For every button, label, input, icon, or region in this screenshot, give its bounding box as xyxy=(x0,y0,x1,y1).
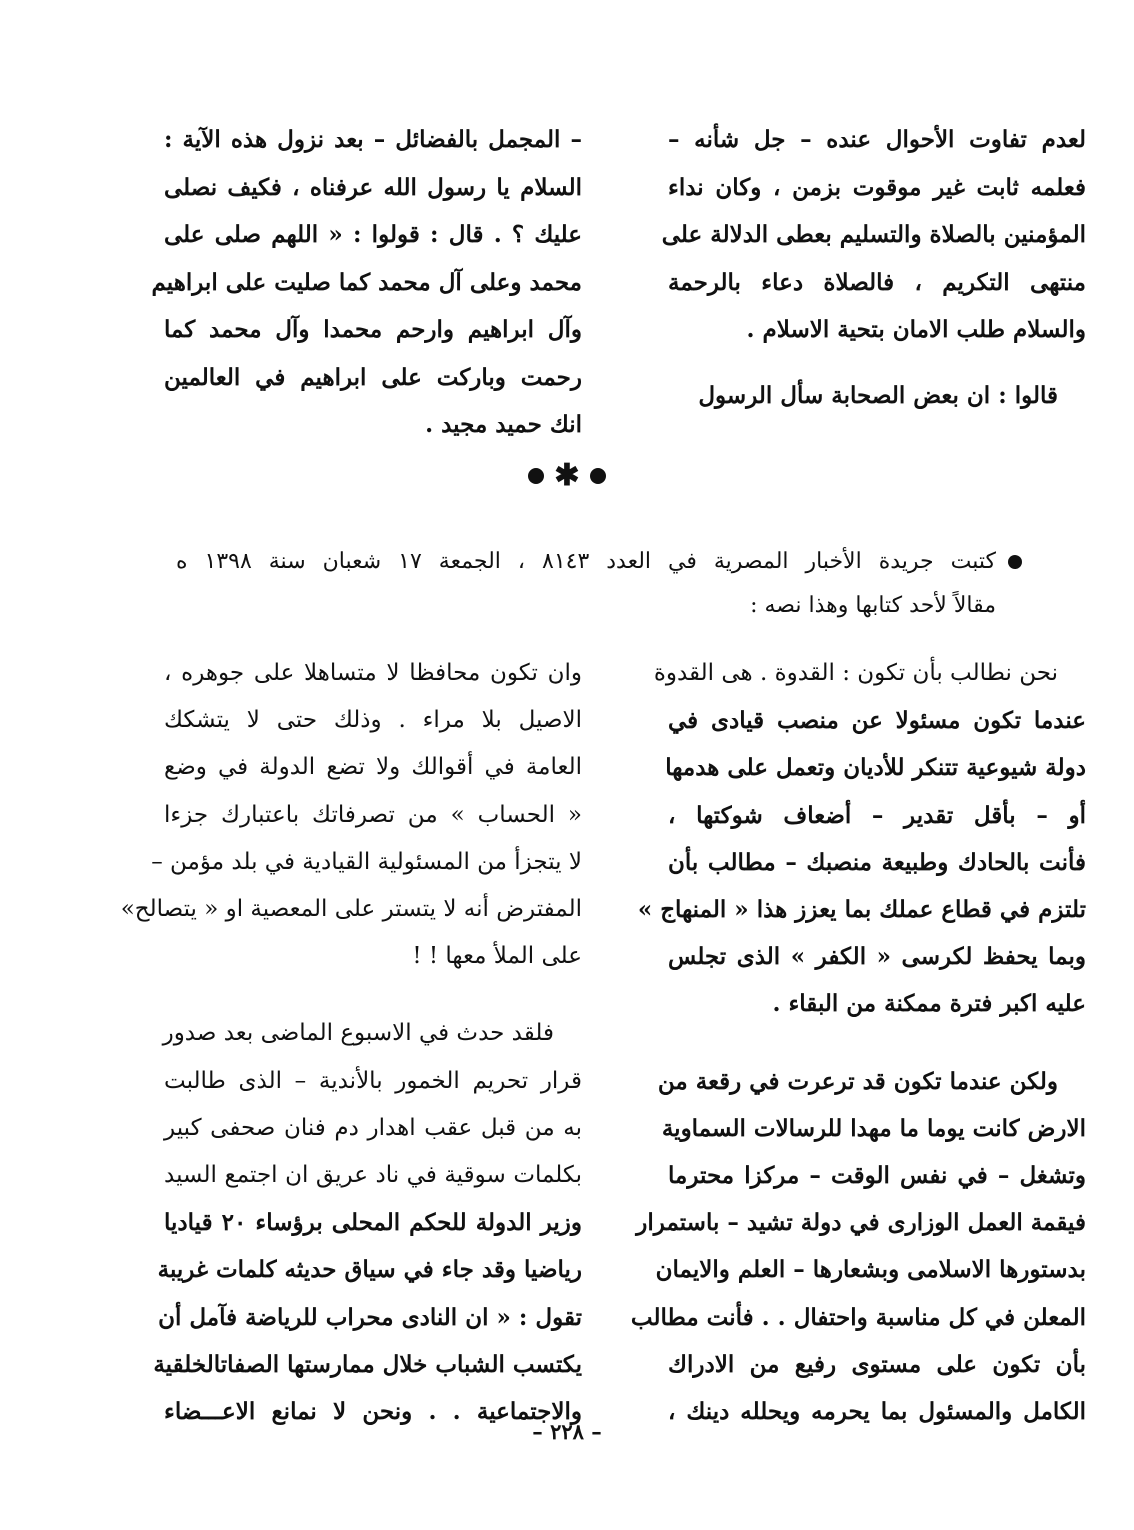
intro-line: مقالاً لأحد كتابها وهذا نصه : xyxy=(750,593,996,618)
text-line: قالوا : ان بعض الصحابة سأل الرسول xyxy=(698,381,1058,409)
text-line: دولة شيوعية تتنكر للأديان وتعمل على هدمها xyxy=(665,754,1086,782)
text-line: قرار تحريم الخمور بالأندية – الذى طالبت xyxy=(164,1067,582,1094)
text-line: به من قبل عقب اهدار دم فنان صحفى كبير xyxy=(164,1114,582,1141)
text-line: فأنت بالحادك وطبيعة منصبك – مطالب بأن xyxy=(668,848,1086,876)
intro-line: كتبت جريدة الأخبار المصرية في العدد ٨١٤٣ ، الجمعة ١٧ شعبان سنة ١٣٩٨ ه xyxy=(176,549,996,574)
text-line: رحمت وباركت على ابراهيم في العالمين xyxy=(164,363,582,391)
text-line: تقول : « ان النادى محراب للرياضة فآمل أن xyxy=(158,1303,582,1331)
text-line: نحن نطالب بأن تكون : القدوة . هى القدوة xyxy=(653,660,1058,686)
text-line: الكامل والمسئول بما يحرمه ويحلله دينك ، xyxy=(668,1398,1086,1426)
text-line: « الحساب » من تصرفاتك باعتبارك جزءا xyxy=(164,801,582,828)
text-line: عندما تكون مسئولا عن منصب قيادى في xyxy=(668,707,1086,735)
top-left-column xyxy=(151,116,582,449)
text-line: انك حميد مجيد . xyxy=(425,411,582,438)
text-line: وزير الدولة للحكم المحلى برؤساء ٢٠ قياديا xyxy=(164,1209,582,1237)
article-intro xyxy=(176,540,996,628)
text-line: فيقمة العمل الوزارى في دولة تشيد – باستمرار xyxy=(636,1209,1086,1237)
text-line: فلقد حدث في الاسبوع الماضى بعد صدور xyxy=(162,1020,554,1047)
text-line: رياضيا وقد جاء في سياق حديثه كلمات غريبة xyxy=(157,1256,582,1284)
text-line: عليك ؟ . قال : قولوا : « اللهم صلى على xyxy=(164,221,582,248)
text-line: وبما يحفظ لكرسى « الكفر » الذى تجلس xyxy=(668,943,1086,971)
text-line: وتشغل – في نفس الوقت – مركزا محترما xyxy=(668,1162,1086,1190)
text-line: منتهى التكريم ، فالصلاة دعاء بالرحمة xyxy=(668,268,1086,296)
text-line: يكتسب الشباب خلال ممارستها الصفاتالخلقية xyxy=(153,1350,582,1378)
text-line: والاجتماعية . . ونحن لا نمانع الاعـــضاء xyxy=(164,1398,582,1426)
text-line: بدستورها الاسلامى وبشعارها – العلم والايمان xyxy=(655,1256,1086,1284)
top-right-column xyxy=(661,116,1086,419)
text-line: على الملأ معها ! ! xyxy=(412,943,582,970)
dot-icon xyxy=(528,468,544,484)
text-line: المفترض أنه لا يتستر على المعصية او « يتصالح» xyxy=(120,896,582,923)
text-line: أو – بأقل تقدير – أضعاف شوكتها ، xyxy=(668,801,1086,829)
text-line: تلتزم في قطاع عملك بما يعزز هذا « المنهاج » xyxy=(637,896,1086,924)
text-line: وآل ابراهيم وارحم محمدا وآل محمد كما xyxy=(164,316,582,343)
text-line: الاصيل بلا مراء . وذلك حتى لا يتشكك xyxy=(164,707,582,734)
bullet-icon xyxy=(1008,555,1022,569)
text-line: محمد وعلى آل محمد كما صليت على ابراهيم xyxy=(151,268,582,296)
text-line: – المجمل بالفضائل – بعد نزول هذه الآية : xyxy=(164,126,582,153)
text-line: المؤمنين بالصلاة والتسليم بعطى الدلالة على xyxy=(661,221,1086,248)
bottom-right-column xyxy=(630,650,1086,1435)
text-line: السلام يا رسول الله عرفناه ، فكيف نصلى xyxy=(164,173,582,201)
page-number: – ٢٢٨ – xyxy=(532,1419,602,1444)
text-line: والسلام طلب الامان بتحية الاسلام . xyxy=(746,316,1086,343)
text-line: فعلمه ثابت غير موقوت بزمن ، وكان نداء xyxy=(668,173,1086,201)
text-line: لعدم تفاوت الأحوال عنده – جل شأنه – xyxy=(668,126,1086,153)
star-icon: ✱ xyxy=(554,457,580,493)
text-line: بكلمات سوقية في ناد عريق ان اجتمع السيد xyxy=(164,1162,582,1189)
dot-icon xyxy=(590,468,606,484)
text-line: عليه اكبر فترة ممكنة من البقاء . xyxy=(772,990,1086,1018)
bottom-left-column xyxy=(120,650,582,1435)
section-separator xyxy=(0,456,1134,494)
text-line: الارض كانت يوما ما مهدا للرسالات السماوية xyxy=(661,1114,1086,1142)
text-line: وان تكون محافظا لا متساهلا على جوهره ، xyxy=(164,660,582,686)
text-line: المعلن في كل مناسبة واحتفال . . فأنت مطالب xyxy=(630,1303,1086,1331)
text-line: بأن تكون على مستوى رفيع من الادراك xyxy=(668,1350,1086,1378)
text-line: ولكن عندما تكون قد ترعرت في رقعة من xyxy=(657,1067,1058,1095)
text-line: لا يتجزأ من المسئولية القيادية في بلد مؤمن – xyxy=(151,848,582,875)
text-line: العامة في أقوالك ولا تضع الدولة في وضع xyxy=(164,754,582,781)
